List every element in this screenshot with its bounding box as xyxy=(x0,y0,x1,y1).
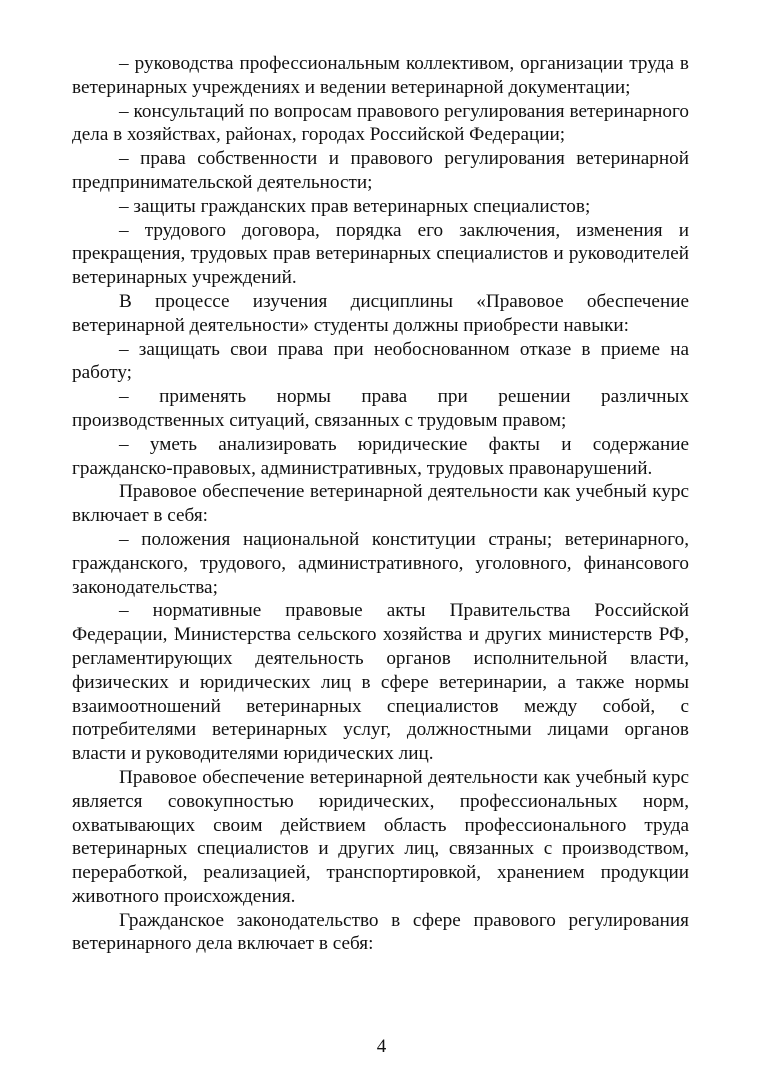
document-body xyxy=(72,52,689,956)
paragraph-course-includes: Правовое обеспечение ветеринарной деятельности как учебный курс включает в себя: xyxy=(72,481,689,527)
bullet-consultations: – консультаций по вопросам правового регулирования ветеринарного дела в хозяйствах, районах, городах Российской Федерации; xyxy=(72,100,689,146)
bullet-civil-rights: – защиты гражданских прав ветеринарных специалистов; xyxy=(119,195,591,217)
page-number: 4 xyxy=(376,1036,387,1057)
bullet-analyze-facts: – уметь анализировать юридические факты и содержание гражданско-правовых, административных, трудовых правонарушений. xyxy=(72,433,689,479)
paragraph-civil-legislation: Гражданское законодательство в сфере правового регулирования ветеринарного дела включает в себя: xyxy=(72,909,689,955)
bullet-labor-contract: – трудового договора, порядка его заключения, изменения и прекращения, трудовых прав ветеринарных специалистов и руководителей ветеринарных учреждений. xyxy=(72,219,689,289)
bullet-constitution: – положения национальной конституции страны; ветеринарного, гражданского, трудового, административного, уголовного, финансового законодательства; xyxy=(72,528,689,598)
bullet-apply-law: – применять нормы права при решении различных производственных ситуаций, связанных с трудовым правом; xyxy=(72,386,689,431)
paragraph-skills-intro: В процессе изучения дисциплины «Правовое обеспечение ветеринарной деятельности» студенты должны приобрести навыки: xyxy=(72,290,689,336)
bullet-management: – руководства профессиональным коллективом, организации труда в ветеринарных учреждениях и ведении ветеринарной документации; xyxy=(72,53,689,98)
bullet-protect-rights: – защищать свои права при необоснованном отказе в приеме на работу; xyxy=(72,338,689,384)
paragraph-course-definition: Правовое обеспечение ветеринарной деятельности как учебный курс является совокупностью юридических, профессиональных норм, охватывающих своим действием область профессионального труда ветеринарных специалистов и других лиц, связанных с производством, переработкой, реализацией, транспортировкой, хранением продукции животного происхождения. xyxy=(72,766,689,907)
bullet-normative-acts: – нормативные правовые акты Правительства Российской Федерации, Министерства сельского хозяйства и других министерств РФ, регламентирующих деятельность органов исполнительной власти, физических и юридических лиц в сфере ветеринарии, а также нормы взаимоотношений ветеринарных специалистов между собой, с потребителями ветеринарных услуг, должностными лицами органов власти и руководителями юридических лиц. xyxy=(72,600,689,765)
bullet-property-rights: – права собственности и правового регулирования ветеринарной предпринимательской деятельности; xyxy=(72,148,689,193)
